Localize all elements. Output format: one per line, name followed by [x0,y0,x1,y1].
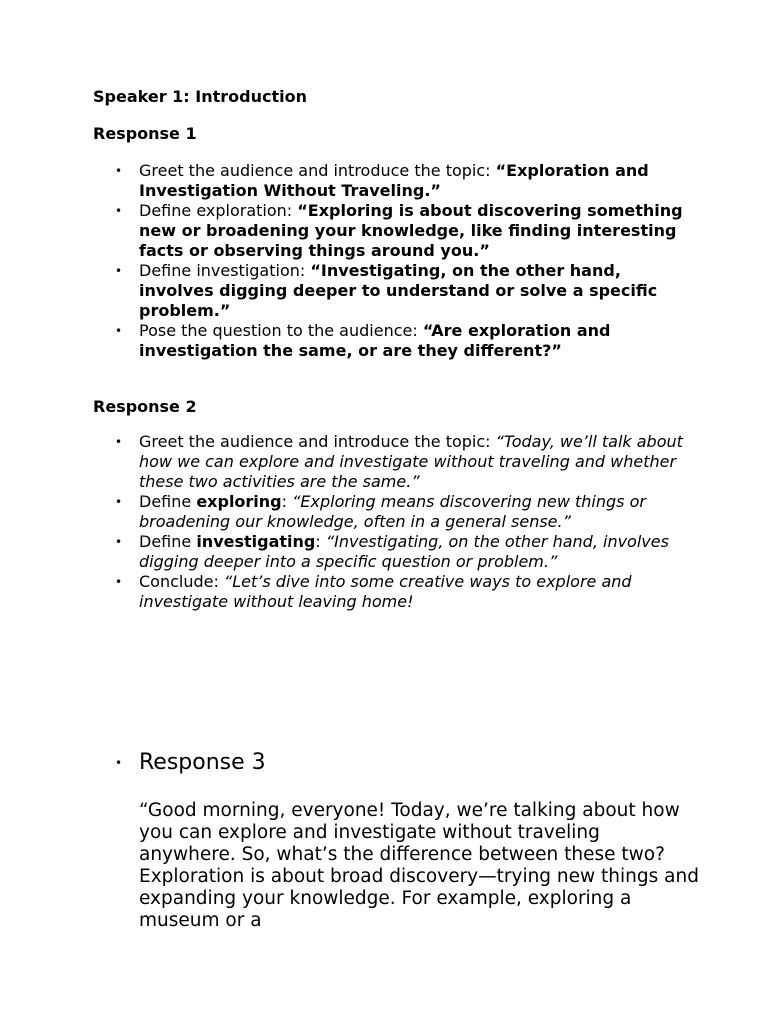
item-quote: “Exploring means discovering new things or broadening our knowledge, often in a general sense.” [139,492,646,531]
item-text: Pose the question to the audience: [139,321,423,340]
bullet-icon: • [115,495,123,509]
item-term: exploring [196,492,282,511]
item-quote: “Exploration and Investigation Without Traveling.” [139,161,649,200]
item-quote: “Exploring is about discovering something new or broadening your knowledge, like finding interesting facts or observing things around you.” [139,201,683,260]
item-separator: : [315,532,326,551]
item-text: Define [139,492,197,511]
item-text: Define [139,532,197,551]
list-item [115,261,685,321]
list-item [115,432,685,492]
list-item [115,321,685,361]
page-title: Speaker 1: Introduction [93,87,307,106]
item-text: Conclude: [139,572,224,591]
item-quote: “Investigating, on the other hand, involves digging deeper to understand or solve a specific problem.” [139,261,658,320]
item-quote: “Today, we’ll talk about how we can explore and investigate without traveling and whether these two activities are the same.” [139,432,683,491]
list-item [115,492,685,532]
item-separator: : [281,492,293,511]
item-quote: “Are exploration and investigation the same, or are they different?” [139,321,611,360]
bullet-icon: • [115,575,123,589]
bullet-icon: • [115,324,123,338]
item-text: Define investigation: [139,261,311,280]
item-text: Greet the audience and introduce the topic: [139,432,496,451]
list-item [115,161,685,201]
item-quote: “Investigating, on the other hand, involves digging deeper into a specific question or problem.” [139,532,669,571]
list-item [115,201,685,261]
item-quote: “Let’s dive into some creative ways to explore and investigate without leaving home! [139,572,632,611]
response-3-list [115,750,675,776]
list-item [115,572,685,612]
bullet-icon: • [115,164,123,178]
item-text: Define exploration: [139,201,298,220]
bullet-icon: • [115,264,123,278]
bullet-icon: • [115,435,123,449]
response-2-heading: Response 2 [93,397,197,416]
response-1-heading: Response 1 [93,124,197,143]
bullet-icon: • [115,535,123,549]
list-item [115,532,685,572]
item-text: Greet the audience and introduce the topic: [139,161,496,180]
bullet-icon: • [115,204,123,218]
bullet-icon: • [115,756,123,770]
response-3-heading: Response 3 [139,750,266,775]
list-item [115,750,675,776]
response-3-body: “Good morning, everyone! Today, we’re talking about how you can explore and investigate without traveling anywhere. So, what’s the difference between these two? Exploration is about broad discovery—trying new things and expanding your knowledge. For example, exploring a museum or a [139,800,699,931]
response-1-list [115,161,685,361]
response-2-list [115,432,685,612]
item-term: investigating [196,532,316,551]
